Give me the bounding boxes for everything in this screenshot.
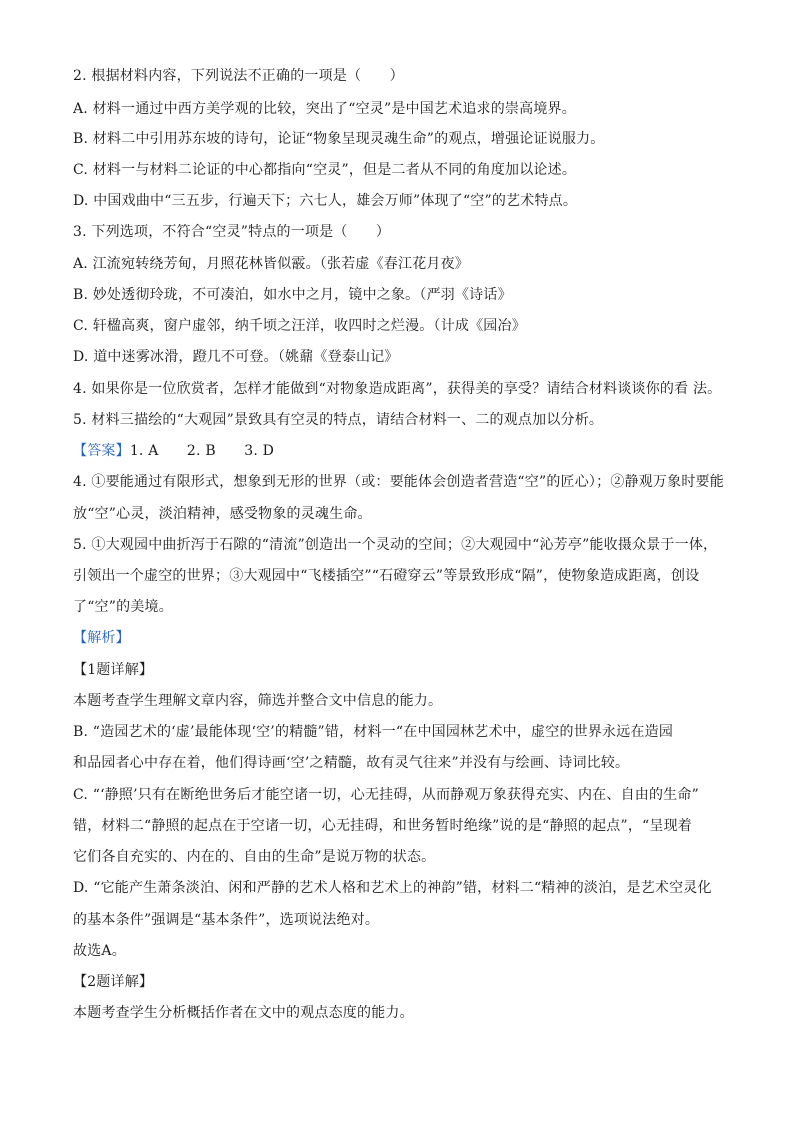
answer-5-line-3: 了“空”的美境。 [73,599,173,615]
analysis-q1-line-5: 它们各自充实的、内在的、自由的生命”是说万物的状态。 [73,849,436,865]
analysis-q1-line-1: B. “造园艺术的‘虚’最能体现‘空’的精髓”错，材料一“在中国园林艺术中，虚空的世界永远在造园 [73,724,674,740]
analysis-q1-header: 【1题详解】 [73,662,154,678]
answer-summary: 1. A 2. B 3. D [129,443,275,459]
analysis-q1-line-4: 错，材料二“静照的起点在于空诸一切，心无挂碍，和世务暂时绝缘”说的是“静照的起点”，“呈现着 [73,818,692,834]
question-2-option-b: B. 材料二中引用苏东坡的诗句，论证“物象呈现灵魂生命”的观点，增强论证说服力。 [73,131,605,147]
question-5: 5. 材料三描绘的“大观园”景致具有空灵的特点，请结合材料一、二的观点加以分析。 [73,412,604,428]
analysis-q1-line-2: 和品园者心中存在着，他们得诗画‘空’之精髓，故有灵气往来”并没有与绘画、诗词比较。 [73,755,630,771]
answer-row [73,442,733,460]
question-3-option-c: C. 轩楹高爽，窗户虚邻，纳千顷之汪洋，收四时之烂漫。（计成《园冶》 [73,318,526,334]
analysis-q1-conclusion: 故选A。 [73,943,126,959]
question-2-stem: 2. 根据材料内容，下列说法不正确的一项是（ ） [73,68,404,84]
analysis-label: 【解析】 [73,630,130,646]
question-3-stem: 3. 下列选项，不符合“空灵”特点的一项是（ ） [73,224,391,240]
analysis-q1-line-6: D. “它能产生萧条淡泊、闲和严静的艺术人格和艺术上的神韵”错，材料二“精神的淡泊，是艺术空灵化 [73,880,712,896]
question-3-option-b: B. 妙处透彻玲珑，不可凑泊，如水中之月，镜中之象。（严羽《诗话》 [73,287,512,303]
analysis-q2-header: 【2题详解】 [73,974,154,990]
answer-4-line-2: 放“空”心灵，淡泊精神，感受物象的灵魂生命。 [73,506,372,522]
analysis-q2-intro: 本题考查学生分析概括作者在文中的观点态度的能力。 [73,1005,414,1021]
answer-label: 【答案】 [73,443,130,459]
analysis-q1-line-3: C. “‘静照’只有在断绝世务后才能空诸一切，心无挂碍，从而静观万象获得充实、内在、自由的生命” [73,787,699,803]
question-2-option-c: C. 材料一与材料二论证的中心都指向“空灵”，但是二者从不同的角度加以论述。 [73,162,577,178]
question-4: 4. 如果你是一位欣赏者，怎样才能做到“对物象造成距离”，获得美的享受？请结合材料谈谈你的看 法。 [73,381,722,397]
answer-4-line-1: 4. ①要能通过有限形式，想象到无形的世界（或：要能体会创造者营造“空”的匠心）；②静观万象时要能 [73,474,724,490]
answer-5-line-1: 5. ①大观园中曲折泻于石隙的“清流”创造出一个灵动的空间；②大观园中“沁芳亭”能收摄众景于一体， [73,537,718,553]
answer-5-line-2: 引领出一个虚空的世界；③大观园中“飞楼插空”“石磴穿云”等景致形成“隔”，使物象造成距离，创设 [73,568,700,584]
analysis-q1-line-7: 的基本条件”强调是“基本条件”，选项说法绝对。 [73,912,380,928]
question-3-option-d: D. 道中迷雾冰滑，蹬几不可登。（姚鼐《登泰山记》 [73,349,399,365]
analysis-q1-intro: 本题考查学生理解文章内容，筛选并整合文中信息的能力。 [73,693,443,709]
question-2-option-a: A. 材料一通过中西方美学观的比较，突出了“空灵”是中国艺术追求的崇高境界。 [73,101,576,117]
question-3-option-a: A. 江流宛转绕芳甸，月照花林皆似霰。（张若虚《春江花月夜》 [73,256,470,272]
question-2-option-d: D. 中国戏曲中“三五步，行遍天下；六七人，雄会万师”体现了“空”的艺术特点。 [73,193,578,209]
